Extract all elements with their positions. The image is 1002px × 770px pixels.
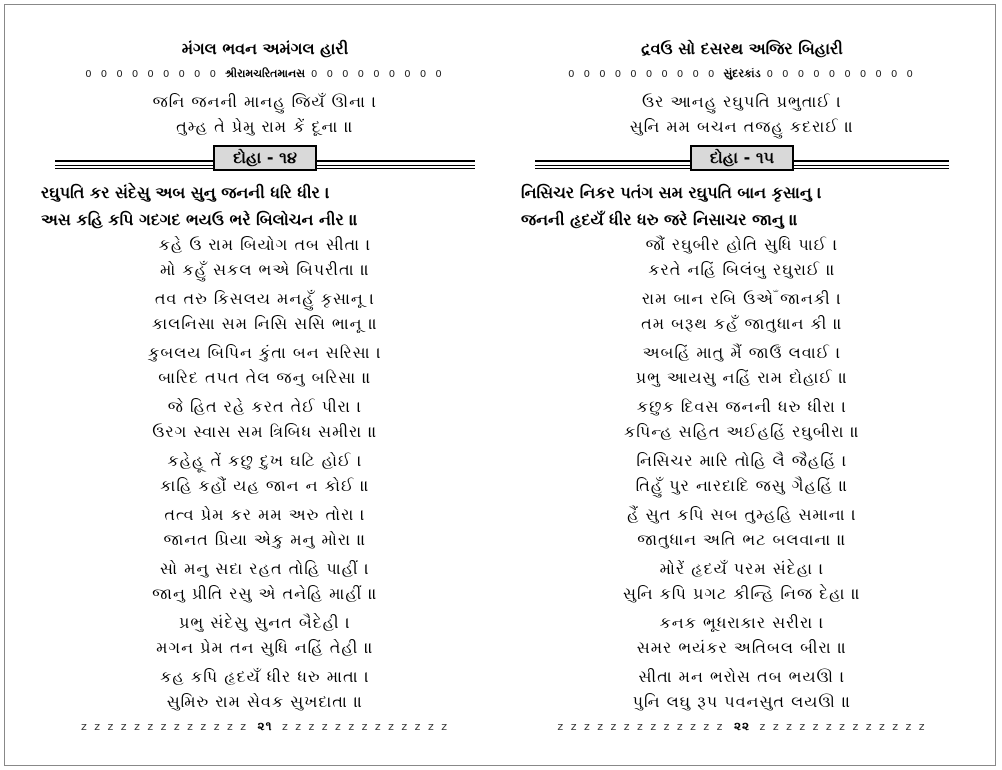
chaupai-list bbox=[49, 232, 481, 718]
chaupai-couplet bbox=[49, 394, 481, 444]
book-spread bbox=[4, 4, 996, 766]
chaupai-couplet bbox=[529, 610, 955, 660]
ornament-dots: 0 0 0 0 0 0 0 0 0 bbox=[85, 68, 219, 80]
chaupai-couplet bbox=[529, 664, 955, 714]
verse-line: સુનિ કપિ પ્રગટ કીન્હિ નિજ દેહા ॥ bbox=[623, 584, 861, 603]
chaupai-couplet bbox=[49, 556, 481, 606]
chaupai-couplet bbox=[49, 502, 481, 552]
chaupai-couplet bbox=[529, 448, 955, 498]
verse-line: જે હિત રહે કરત તેઈ પીરા । bbox=[167, 397, 363, 416]
verse-line: બારિદ તપત તેલ જનુ બરિસા ॥ bbox=[158, 368, 372, 387]
ornament-dots: 0 0 0 0 0 0 0 0 0 0 bbox=[766, 68, 916, 80]
verse-line: કપિન્હ સહિત અઈહહિં રઘુબીરા ॥ bbox=[624, 422, 860, 441]
verse-line: કછુક દિવસ જનની ધરુ ધીરા । bbox=[636, 397, 848, 416]
footer-zigzag: z z z z z z z z z z z z z bbox=[281, 720, 449, 733]
verse-line: જનિ જનની માનહુ જિયઁ ઊના । bbox=[152, 92, 378, 111]
header-ornament-band bbox=[49, 65, 481, 83]
ornament-dots: 0 0 0 0 0 0 0 0 0 bbox=[311, 68, 445, 80]
verse-line: પ્રભુ આયસુ નહિં રામ દોહાઈ ॥ bbox=[635, 368, 849, 387]
chaupai-couplet bbox=[529, 556, 955, 606]
chaupai-couplet bbox=[529, 340, 955, 390]
verse-line: તિહુઁ પુર નારદાદિ જસુ ગૈહહિં ॥ bbox=[635, 476, 849, 495]
verse-line: સો મનુ સદા રહત તોહિ પાહીં । bbox=[160, 559, 370, 578]
verse-line: નિસિચર મારિ તોહિ લૈ જૈહહિં । bbox=[636, 451, 848, 470]
doha-divider bbox=[55, 148, 475, 177]
footer-zigzag: z z z z z z z z z z z z z bbox=[759, 720, 927, 733]
chaupai-couplet bbox=[529, 286, 955, 336]
verse-line: જૌં રઘુબીર હોતિ સુધિ પાઈ । bbox=[645, 235, 839, 254]
ornament-dots: 0 0 0 0 0 0 0 0 0 0 bbox=[568, 68, 718, 80]
verse-line: રામ બાન રબિ ઉએઁ જાનકી । bbox=[641, 289, 843, 308]
page-header-title: મંગલ ભવન અમંગલ હારી bbox=[181, 39, 349, 58]
chaupai-couplet bbox=[49, 664, 481, 714]
verse-line: કુબલય બિપિન કુંતા બન સરિસા । bbox=[148, 343, 382, 362]
verse-line: મો કહુઁ સકલ ભએ બિપરીતા ॥ bbox=[159, 260, 371, 279]
chaupai-couplet bbox=[49, 448, 481, 498]
verse-line: કનક ભૂધરાકાર સરીરા । bbox=[659, 613, 825, 632]
chaupai-couplet bbox=[49, 340, 481, 390]
doha-line: રઘુપતિ કર સંદેસુ અબ સુનુ જનની ધરિ ધીર । bbox=[41, 183, 330, 202]
verse-block bbox=[529, 89, 955, 139]
page-number: ૨૨ bbox=[733, 719, 751, 733]
verse-line: કહે ઉ રામ બિયોગ તબ સીતા । bbox=[158, 235, 372, 254]
verse-line: કરતે નહિં બિલંબુ રઘુરાઈ ॥ bbox=[648, 260, 836, 279]
doha-block bbox=[41, 179, 489, 233]
verse-line: કહેહૂ તેં કછુ દુખ ઘટિ હોઈ । bbox=[167, 451, 363, 470]
verse-line: કહ કપિ હૃદયઁ ધીર ધરુ માતા । bbox=[160, 667, 370, 686]
doha-line: અસ કહિ કપિ ગદગદ ભયઉ ભરે બિલોચન નીર ॥ bbox=[41, 210, 358, 229]
verse-line: તવ તરુ કિસલય મનહુઁ કૃસાનૂ । bbox=[154, 289, 376, 308]
verse-line: સુમિરુ રામ સેવક સુખદાતા ॥ bbox=[166, 692, 364, 711]
doha-line: જનની હૃદયઁ ધીર ધરુ જરે નિસાચર જાનુ ॥ bbox=[521, 210, 798, 229]
verse-line: મગન પ્રેમ તન સુધિ નહિં તેહી ॥ bbox=[156, 638, 374, 657]
page-footer bbox=[49, 719, 481, 734]
verse-line: હૈં સુત કપિ સબ તુમ્હહિ સમાના । bbox=[627, 505, 857, 524]
chaupai-couplet bbox=[529, 502, 955, 552]
verse-line: સુનિ મમ બચન તજહુ કદરાઈ ॥ bbox=[629, 117, 855, 136]
verse-line: અબહિં માતુ મૈં જાઉઁ લવાઈ । bbox=[642, 343, 842, 362]
verse-line: ઉરગ સ્વાસ સમ ત્રિબિધ સમીરા ॥ bbox=[152, 422, 378, 441]
verse-line: કાલનિસા સમ નિસિ સસિ ભાનૂ ॥ bbox=[151, 314, 379, 333]
verse-line: ઉર આનહુ રઘુપતિ પ્રભુતાઈ । bbox=[641, 92, 843, 111]
verse-line: તુમ્હ તે પ્રેમુ રામ કેં દૂના ॥ bbox=[176, 117, 354, 136]
verse-line: પ્રભુ સંદેસુ સુનત બૈદેહી । bbox=[179, 613, 351, 632]
header-ornament-band bbox=[529, 65, 955, 83]
verse-line: જાતુધાન અતિ ભટ બલવાના ॥ bbox=[637, 530, 847, 549]
verse-line: પુનિ લઘુ રૂપ પવનસુત લયઊ ॥ bbox=[632, 692, 852, 711]
chaupai-couplet bbox=[49, 232, 481, 282]
footer-zigzag: z z z z z z z z z z z z z bbox=[557, 720, 725, 733]
chaupai-couplet bbox=[529, 394, 955, 444]
book-title: શ્રીરામચરિતમાનસ bbox=[224, 67, 306, 80]
book-section-title: સુંદરકાંડ bbox=[723, 67, 761, 80]
chaupai-couplet bbox=[49, 286, 481, 336]
chaupai-list bbox=[529, 232, 955, 718]
chaupai-couplet bbox=[529, 232, 955, 282]
verse-line: તમ બરૂથ કહઁ જાતુધાન કી ॥ bbox=[641, 314, 843, 333]
page-footer bbox=[529, 719, 955, 734]
chaupai-couplet bbox=[49, 610, 481, 660]
left-page bbox=[41, 5, 481, 765]
footer-zigzag: z z z z z z z z z z z z z bbox=[81, 720, 249, 733]
verse-line: સમર ભયંકર અતિબલ બીરા ॥ bbox=[636, 638, 848, 657]
doha-line: નિસિચર નિકર પતંગ સમ રઘુપતિ બાન કૃસાનુ । bbox=[521, 183, 822, 202]
verse-line: જાનુ પ્રીતિ રસુ એ તનેહિ માહીં ॥ bbox=[152, 584, 378, 603]
verse-line: તત્વ પ્રેમ કર મમ અરુ તોરા । bbox=[164, 505, 366, 524]
page-number: ૨૧ bbox=[257, 719, 273, 733]
verse-line: કાહિ કહૌં યહ જાન ન કોઈ ॥ bbox=[160, 476, 370, 495]
right-page bbox=[521, 5, 955, 765]
verse-line: સીતા મન ભરોસ તબ ભયઊ । bbox=[638, 667, 846, 686]
doha-divider bbox=[535, 148, 949, 177]
verse-line: જાનત પ્રિયા એકુ મનુ મોરા ॥ bbox=[163, 530, 367, 549]
doha-label: દોહા - ૧૫ bbox=[690, 145, 794, 171]
doha-label: દોહા - ૧૪ bbox=[213, 145, 317, 171]
verse-line: મોરેં હૃદયઁ પરમ સંદેહા । bbox=[659, 559, 825, 578]
page-header-title: દ્રવઉ સો દસરથ અજિર બિહારી bbox=[641, 39, 843, 58]
verse-block bbox=[49, 89, 481, 139]
doha-block bbox=[521, 179, 963, 233]
